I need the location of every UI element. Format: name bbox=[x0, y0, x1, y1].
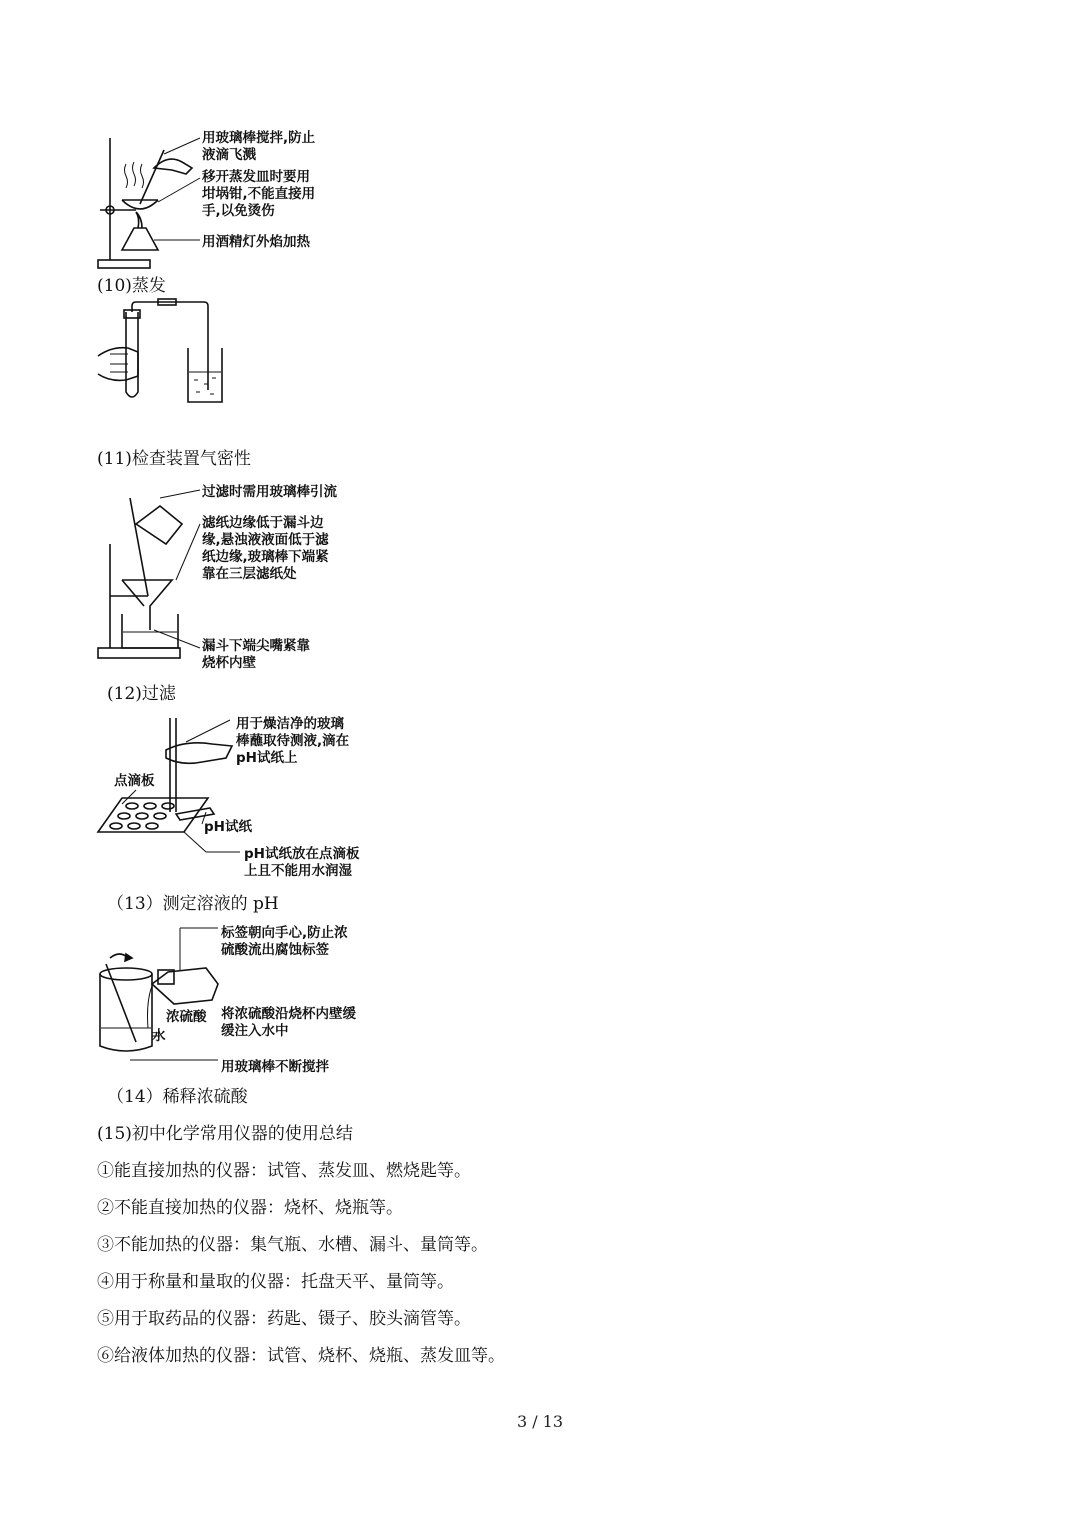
evaporation-annotation: 移开蒸发皿时要用 bbox=[202, 169, 310, 185]
ph-annotation-ph-paper: pH试纸 bbox=[204, 819, 252, 835]
figure-caption-dilution: （14）稀释浓硫酸 bbox=[107, 1087, 248, 1107]
summary-title: (15)初中化学常用仪器的使用总结 bbox=[97, 1124, 353, 1144]
dilution-annotation-water: 水 bbox=[152, 1028, 166, 1044]
evaporation-annotation: 手,以免烫伤 bbox=[202, 203, 275, 219]
filtration-annotation: 烧杯内壁 bbox=[202, 655, 256, 671]
filtration-annotation: 滤纸边缘低于漏斗边 bbox=[202, 515, 324, 531]
summary-item: ④用于称量和量取的仪器：托盘天平、量筒等。 bbox=[97, 1272, 454, 1292]
summary-item: ③不能加热的仪器：集气瓶、水槽、漏斗、量筒等。 bbox=[97, 1235, 488, 1255]
ph-annotation: 棒蘸取待测液,滴在 bbox=[236, 733, 350, 749]
dilution-annotation: 标签朝向手心,防止浓 bbox=[221, 925, 348, 941]
dilution-annotation: 缓注入水中 bbox=[221, 1023, 289, 1039]
evaporation-annotation: 用酒精灯外焰加热 bbox=[202, 234, 310, 250]
dilution-annotation: 用玻璃棒不断搅拌 bbox=[221, 1059, 329, 1075]
ph-annotation-spot-plate: 点滴板 bbox=[114, 773, 155, 789]
summary-item: ⑤用于取药品的仪器：药匙、镊子、胶头滴管等。 bbox=[97, 1309, 471, 1329]
ph-annotation: pH试纸放在点滴板 bbox=[244, 846, 360, 862]
dilution-annotation: 硫酸流出腐蚀标签 bbox=[221, 942, 329, 958]
ph-annotation: 用于燥洁净的玻璃 bbox=[236, 716, 344, 732]
figure-caption-airtightness: (11)检查装置气密性 bbox=[97, 449, 251, 469]
figure-caption-evaporation: (10)蒸发 bbox=[97, 276, 166, 296]
filtration-annotation: 缘,悬浊液液面低于滤 bbox=[202, 532, 329, 548]
filtration-annotation: 纸边缘,玻璃棒下端紧 bbox=[202, 549, 329, 565]
airtightness-diagram bbox=[96, 308, 226, 408]
evaporation-annotation: 液滴飞溅 bbox=[202, 147, 256, 163]
figure-caption-ph-test: （13）测定溶液的 pH bbox=[107, 894, 279, 914]
filtration-annotation: 靠在三层滤纸处 bbox=[202, 566, 297, 582]
ph-annotation: pH试纸上 bbox=[236, 750, 298, 766]
ph-annotation: 上且不能用水润湿 bbox=[244, 863, 352, 879]
dilution-annotation-acid: 浓硫酸 bbox=[166, 1009, 207, 1025]
summary-item: ⑥给液体加热的仪器：试管、烧杯、烧瓶、蒸发皿等。 bbox=[97, 1346, 505, 1366]
evaporation-annotation: 用玻璃棒搅拌,防止 bbox=[202, 130, 316, 146]
page-number: 3 / 13 bbox=[516, 1412, 564, 1431]
summary-item: ①能直接加热的仪器：试管、蒸发皿、燃烧匙等。 bbox=[97, 1161, 471, 1181]
filtration-annotation: 过滤时需用玻璃棒引流 bbox=[202, 484, 337, 500]
evaporation-annotation: 坩埚钳,不能直接用 bbox=[202, 186, 316, 202]
filtration-annotation: 漏斗下端尖嘴紧靠 bbox=[202, 638, 310, 654]
summary-item: ②不能直接加热的仪器：烧杯、烧瓶等。 bbox=[97, 1198, 403, 1218]
dilution-annotation: 将浓硫酸沿烧杯内壁缓 bbox=[221, 1006, 356, 1022]
figure-caption-filtration: (12)过滤 bbox=[107, 684, 176, 704]
